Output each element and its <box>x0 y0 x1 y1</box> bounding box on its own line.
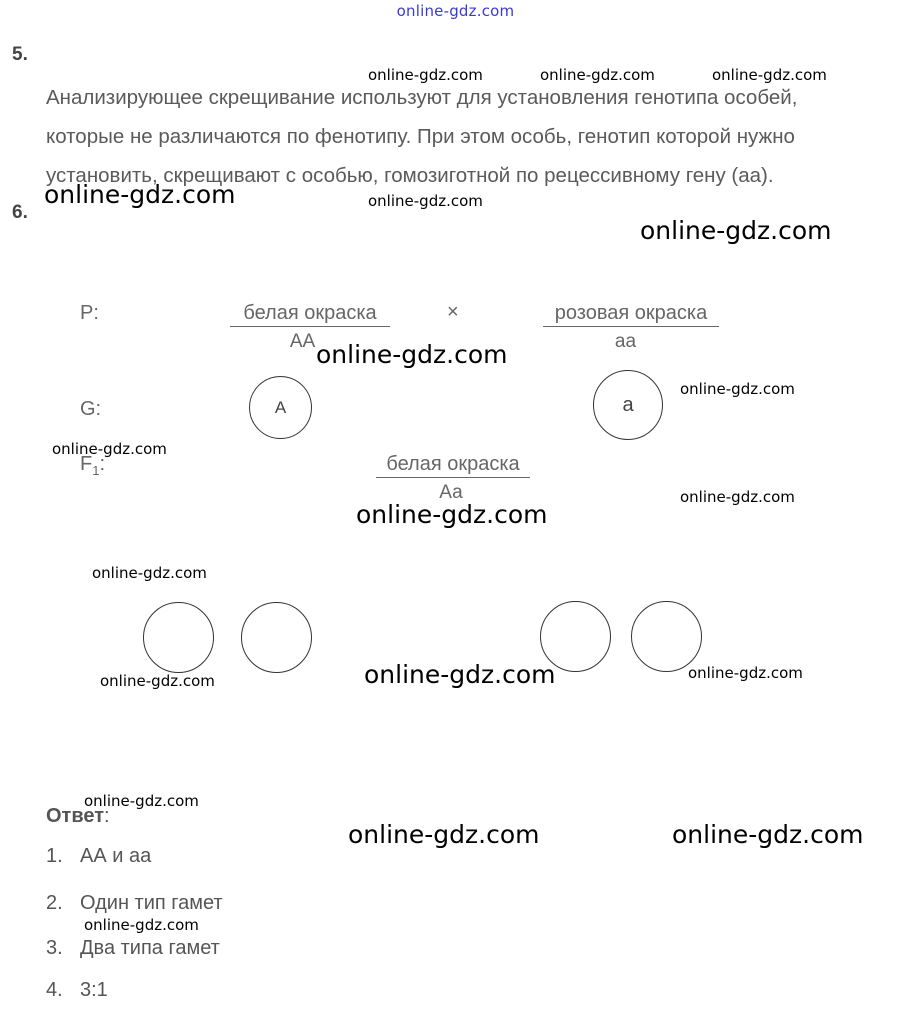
parents-label: P: <box>80 302 99 324</box>
gamete-circle-recessive <box>593 370 663 440</box>
empty-circle-1 <box>143 602 214 673</box>
f1-subscript: 1 <box>92 463 100 478</box>
watermark: online-gdz.com <box>364 660 556 689</box>
watermark: online-gdz.com <box>84 792 199 810</box>
task5-line-2: которые не различаются по фенотипу. При этом особь, генотип которой нужно <box>46 125 795 148</box>
watermark: online-gdz.com <box>52 440 167 458</box>
answer-item-2 <box>46 892 223 915</box>
watermark: online-gdz.com <box>672 820 864 849</box>
answer-item-number: 3. <box>46 937 63 959</box>
watermark: online-gdz.com <box>680 488 795 506</box>
offspring-phenotype: белая окраска <box>376 453 530 478</box>
watermark: online-gdz.com <box>680 380 795 398</box>
parent2-phenotype: розовая окраска <box>543 302 719 327</box>
empty-circle-4 <box>631 601 702 672</box>
gamete-circle-dominant <box>249 376 312 439</box>
task-number-5: 5. <box>12 44 28 65</box>
gamete-dominant-label: А <box>274 397 287 417</box>
answer-title-colon: : <box>104 805 110 827</box>
parent1-genotype: АА <box>289 331 316 352</box>
parent1-phenotype: белая окраска <box>230 302 390 327</box>
watermark: online-gdz.com <box>316 340 508 369</box>
watermark: online-gdz.com <box>348 820 540 849</box>
cross-sign: × <box>447 301 459 323</box>
answer-title-word: Ответ <box>46 805 105 827</box>
task5-line-3: установить, скрещивают с особью, гомозиготной по рецессивному гену (аа). <box>46 164 774 187</box>
f1-letter: F <box>80 453 93 475</box>
empty-circle-2 <box>241 602 312 673</box>
gamete-recessive-label: а <box>622 393 634 416</box>
watermark: online-gdz.com <box>712 66 827 84</box>
watermark: online-gdz.com <box>368 66 483 84</box>
watermark: online-gdz.com <box>44 180 236 209</box>
watermark: online-gdz.com <box>100 672 215 690</box>
offspring-genotype: Аа <box>439 482 463 503</box>
watermark: online-gdz.com <box>84 916 199 934</box>
answer-item-text: Один тип гамет <box>80 892 223 914</box>
watermark: online-gdz.com <box>640 216 832 245</box>
answer-item-4 <box>46 979 108 1002</box>
answer-item-text: Два типа гамет <box>80 937 220 959</box>
watermark: online-gdz.com <box>368 192 483 210</box>
gametes-label: G: <box>80 398 102 420</box>
answer-item-number: 2. <box>46 892 63 914</box>
answer-item-number: 1. <box>46 845 63 867</box>
task5-text <box>46 78 906 195</box>
watermark: online-gdz.com <box>688 664 803 682</box>
watermark: online-gdz.com <box>92 564 207 582</box>
answer-item-1 <box>46 845 151 868</box>
watermark: online-gdz.com <box>540 66 655 84</box>
answer-item-text: АА и аа <box>80 845 152 867</box>
task-number-6: 6. <box>12 202 28 223</box>
answer-item-number: 4. <box>46 979 63 1001</box>
answer-item-3 <box>46 937 220 960</box>
f1-colon: : <box>99 453 106 475</box>
parent2-genotype: аа <box>614 331 637 352</box>
site-logo: online-gdz.com <box>396 2 515 20</box>
watermark: online-gdz.com <box>356 500 548 529</box>
answer-item-text: 3:1 <box>80 979 108 1001</box>
task5-line-1: Анализирующее скрещивание используют для установления генотипа особей, <box>46 86 798 109</box>
